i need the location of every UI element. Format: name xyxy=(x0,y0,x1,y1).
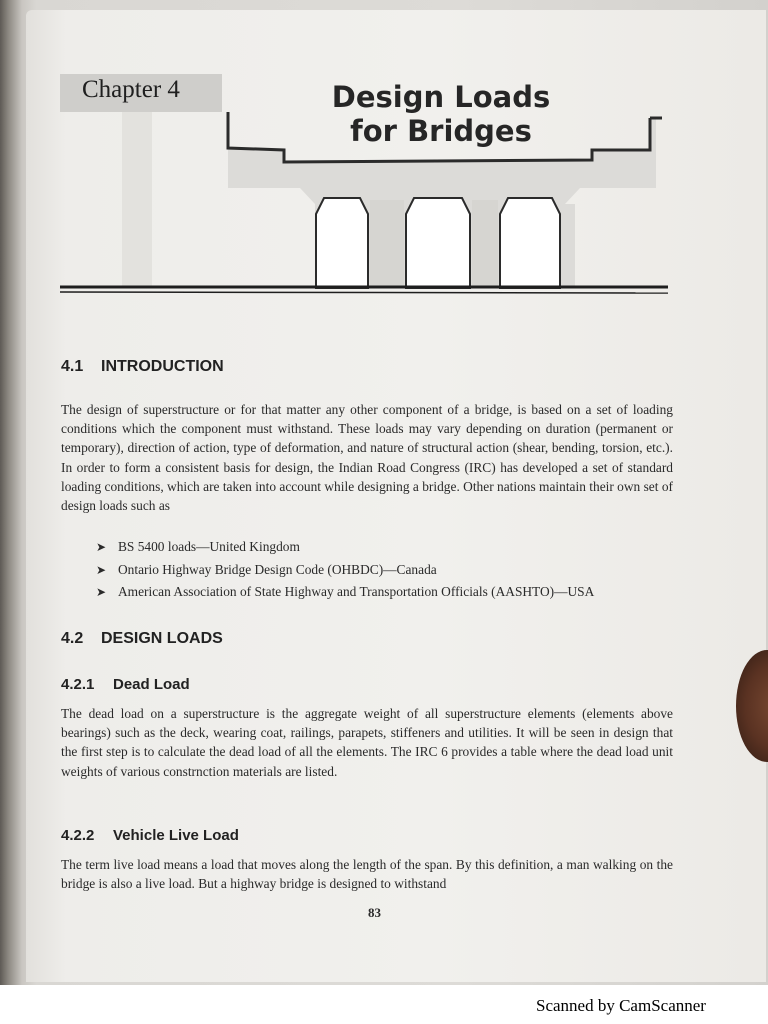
arrow-bullet-icon: ➤ xyxy=(96,562,107,577)
design-code-list xyxy=(96,536,594,604)
section-number: 4.2.1 xyxy=(61,676,95,693)
section-heading-4-1 xyxy=(61,358,224,376)
section-number: 4.1 xyxy=(61,358,84,375)
chapter-title-line-1: Design Loads xyxy=(331,80,551,114)
section-heading-4-2-1 xyxy=(61,676,190,693)
list-item: ➤ American Association of State Highway and Transportation Officials (AASHTO)—USA xyxy=(96,581,594,604)
bridge-arch-2 xyxy=(406,198,470,288)
section-title: INTRODUCTION xyxy=(101,358,224,375)
arrow-bullet-icon: ➤ xyxy=(96,540,107,554)
section-number: 4.2 xyxy=(61,630,84,647)
chapter-title xyxy=(296,80,586,148)
scanner-watermark: Scanned by CamScanner xyxy=(536,996,706,1015)
bridge-illustration-icon xyxy=(0,0,768,300)
page-number: 83 xyxy=(368,905,381,920)
section-number: 4.2.2 xyxy=(61,827,95,844)
list-item: ➤ Ontario Highway Bridge Design Code (OHBDC)—Canada xyxy=(96,559,594,582)
section-title: DESIGN LOADS xyxy=(101,630,223,647)
section-heading-4-2 xyxy=(61,630,223,648)
bridge-arch-3 xyxy=(500,198,560,288)
chapter-title-line-2: for Bridges xyxy=(350,114,532,148)
bridge-pier-left xyxy=(122,112,152,288)
section-heading-4-2-2 xyxy=(61,827,239,844)
intro-paragraph: The design of superstructure or for that matter any other component of a bridge, is based on a set of loading conditions which the component must withstand. These loads may vary depending on duration (permanent or temporary), direction of action, type of deformation, and nature of structural action (shear, bending, torsion, etc.). In order to form a consistent basis for design, the Indian Road Congress (IRC) has developed a set of standard loading conditions, which are taken into account while designing a bridge. Other nations maintain their own set of design loads such as xyxy=(61,402,673,514)
section-title: Vehicle Live Load xyxy=(113,827,239,844)
arrow-bullet-icon: ➤ xyxy=(96,585,107,599)
section-title: Dead Load xyxy=(113,676,190,693)
chapter-label: Chapter 4 xyxy=(82,76,180,103)
vehicle-live-load-paragraph: The term live load means a load that moves along the length of the span. By this definition, a man walking on the bridge is also a live load. But a highway bridge is designed to withstand xyxy=(61,857,673,892)
bridge-arch-1 xyxy=(316,198,368,288)
dead-load-paragraph: The dead load on a superstructure is the aggregate weight of all superstructure elements (elements above bearings) such as the deck, wearing coat, railings, parapets, stiffeners and utilities. It will be seen in design that the first step is to calculate the dead load of all the elements. The IRC 6 provides a table where the dead load unit weights of various constrnction materials are listed. xyxy=(61,706,673,779)
list-item: ➤ BS 5400 loads—United Kingdom xyxy=(96,536,594,559)
